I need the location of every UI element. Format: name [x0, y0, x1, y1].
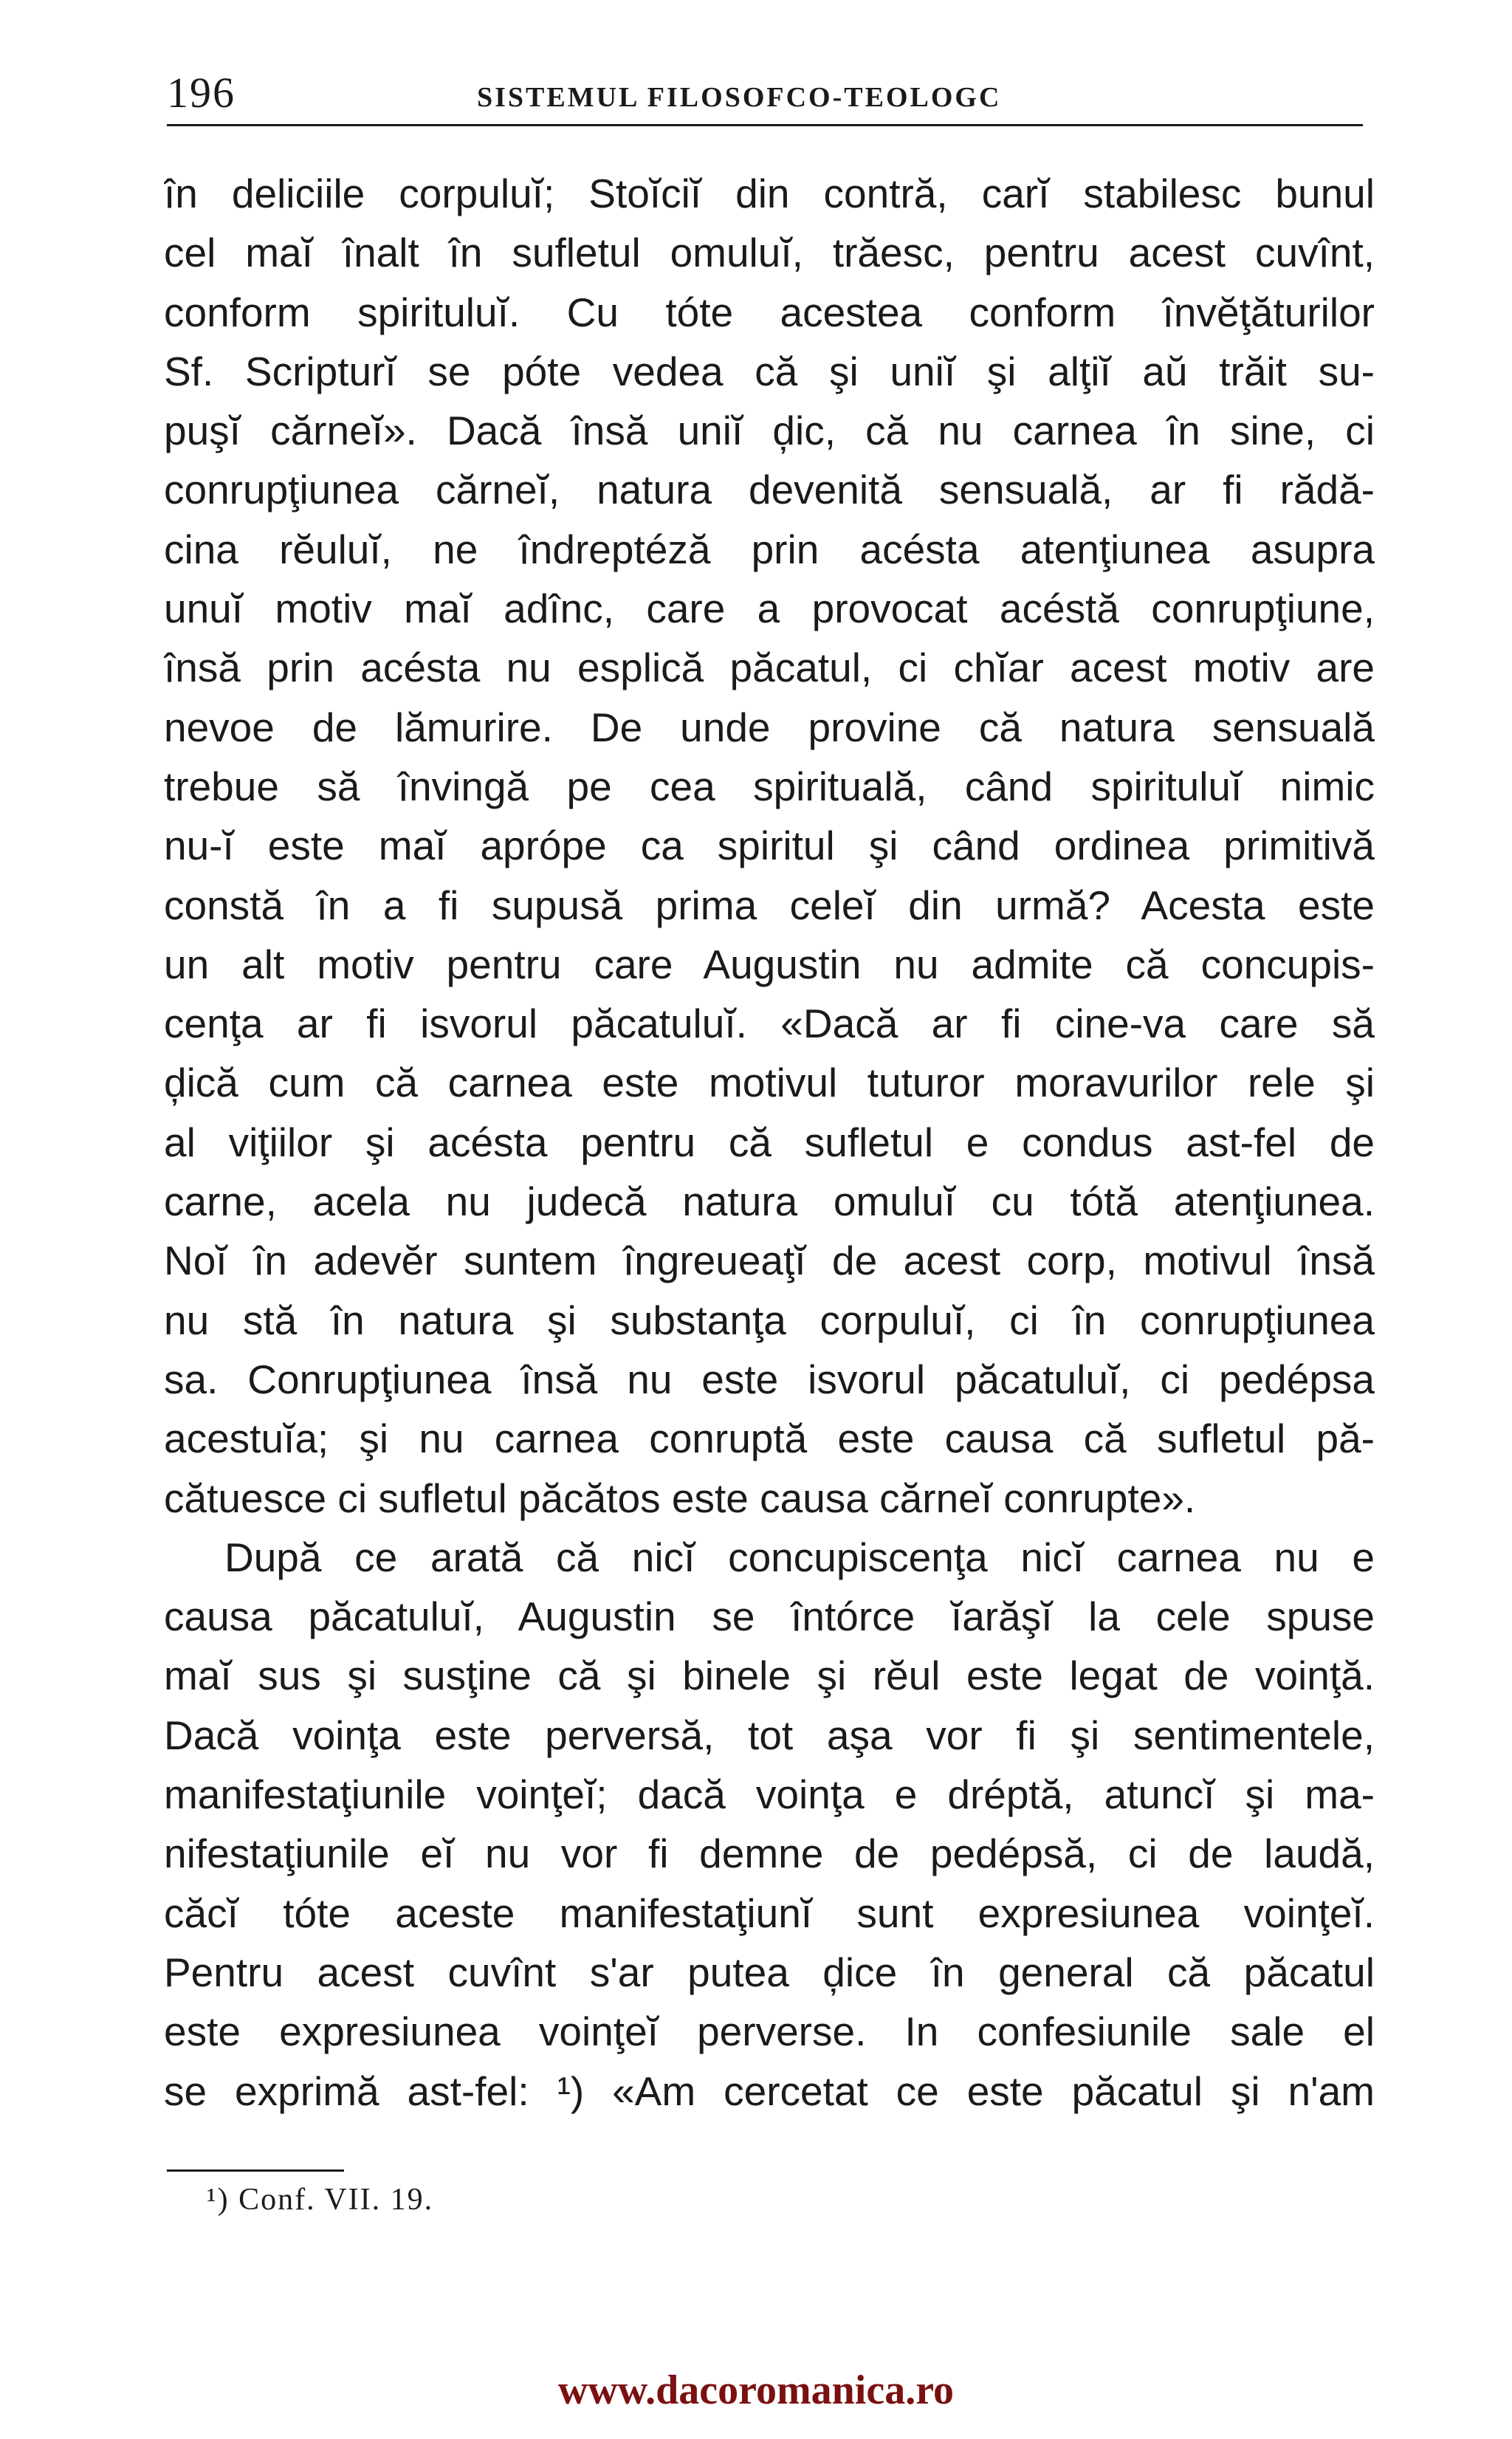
text-line: sa. Conrupţiunea însă nu este isvorul păcatuluĭ, ci pedépsa [164, 1356, 1375, 1402]
text-line: acestuĭa; şi nu carnea conruptă este causa că sufletul pă- [164, 1416, 1375, 1462]
text-line: nu-ĭ este maĭ aprópe ca spiritul şi când ordinea primitivă [164, 823, 1375, 869]
page-header [167, 68, 1363, 127]
text-line: constă în a fi supusă prima celeĭ din urmă? Acesta este [164, 882, 1375, 928]
header-rule [167, 124, 1363, 126]
text-line: manifestaţiunile voinţeĭ; dacă voinţa e dréptă, atuncĭ şi ma- [164, 1771, 1375, 1818]
text-line: este expresiunea voinţeĭ perverse. In confesiunile sale el [164, 2009, 1375, 2055]
text-line: După ce arată că nicĭ concupiscenţa nicĭ carnea nu e [224, 1534, 1375, 1580]
text-line: însă prin acésta nu esplică păcatul, ci chĭar acest motiv are [164, 645, 1375, 691]
text-line: cătuesce ci sufletul păcătos este causa cărneĭ conrupte». [164, 1475, 1196, 1521]
text-line: maĭ sus şi susţine că şi binele şi rĕul este legat de voinţă. [164, 1653, 1375, 1699]
text-line: conform spirituluĭ. Cu tóte acestea conform învĕţăturilor [164, 289, 1375, 335]
text-line: nevoe de lămurire. De unde provine că natura sensuală [164, 704, 1375, 750]
footnote-rule [167, 2169, 344, 2172]
text-line: causa păcatuluĭ, Augustin se întórce ĭarăşĭ la cele spuse [164, 1594, 1375, 1640]
text-line: cel maĭ înalt în sufletul omuluĭ, trăesc, pentru acest cuvînt, [164, 230, 1375, 276]
text-line: cenţa ar fi isvorul păcatuluĭ. «Dacă ar fi cine-va care să [164, 1001, 1375, 1047]
text-line: conrupţiunea cărneĭ, natura devenită sensuală, ar fi rădă- [164, 467, 1375, 513]
text-line: Sf. Scripturĭ se póte vedea că şi uniĭ şi alţiĭ aŭ trăit su- [164, 348, 1375, 394]
body-text [164, 164, 1375, 2121]
footnote: ¹) Conf. VII. 19. [207, 2183, 434, 2217]
text-line: trebue să învingă pe cea spirituală, când spirituluĭ nimic [164, 763, 1375, 809]
text-line: căcĭ tóte aceste manifestaţiunĭ sunt expresiunea voinţeĭ. [164, 1890, 1375, 1936]
text-line: ḑică cum că carnea este motivul tuturor moravurilor rele şi [164, 1060, 1375, 1106]
running-title: SISTEMUL FILOSOFCO-TEOLOGC [477, 82, 1002, 113]
text-line: cina rĕuluĭ, ne îndreptéză prin acésta atenţiunea asupra [164, 526, 1375, 572]
page-number: 196 [167, 69, 236, 117]
text-line: un alt motiv pentru care Augustin nu admite că concupis- [164, 941, 1375, 987]
text-line: nifestaţiunile eĭ nu vor fi demne de pedépsă, ci de laudă, [164, 1831, 1375, 1877]
text-line: puşĭ cărneĭ». Dacă însă uniĭ ḑic, că nu carnea în sine, ci [164, 408, 1375, 454]
text-line: se exprimă ast-fel: ¹) «Am cercetat ce este păcatul şi n'am [164, 2068, 1375, 2114]
text-line: Pentru acest cuvînt s'ar putea ḑice în general că păcatul [164, 1949, 1375, 1995]
text-line: al viţiilor şi acésta pentru că sufletul e condus ast-fel de [164, 1119, 1375, 1165]
text-line: carne, acela nu judecă natura omuluĭ cu tótă atenţiunea. [164, 1179, 1375, 1225]
text-line: nu stă în natura şi substanţa corpuluĭ, ci în conrupţiunea [164, 1297, 1375, 1343]
text-line: Dacă voinţa este perversă, tot aşa vor fi şi sentimentele, [164, 1712, 1375, 1758]
text-line: în deliciile corpuluĭ; Stoĭciĭ din contră, carĭ stabilesc bunul [164, 171, 1375, 216]
text-line: Noĭ în adevĕr suntem îngreueaţĭ de acest corp, motivul însă [164, 1238, 1375, 1284]
watermark-link: www.dacoromanica.ro [557, 2367, 955, 2413]
text-line: unuĭ motiv maĭ adînc, care a provocat acéstă conrupţiune, [164, 586, 1375, 632]
